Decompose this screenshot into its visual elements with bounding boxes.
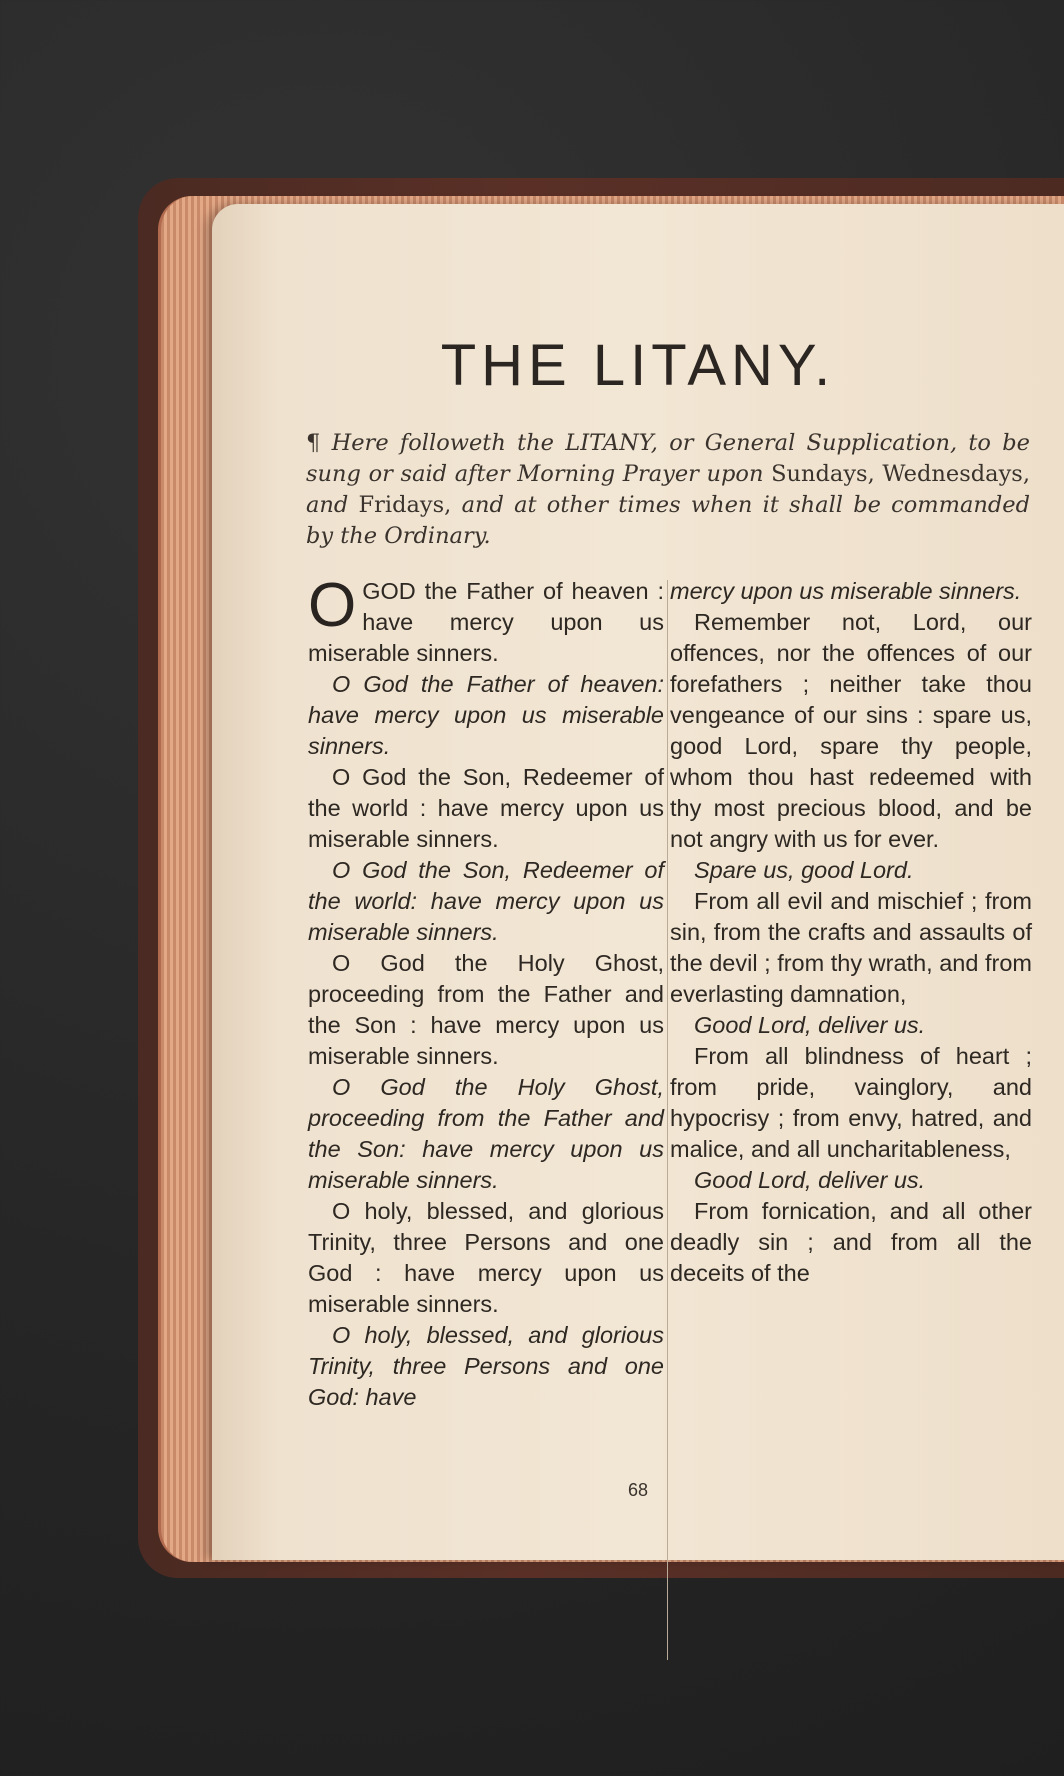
rubric-text-2: and bbox=[306, 492, 359, 518]
rubric-text-1: Here followeth the LITANY, or General Supplication, to be sung or said after Morning Prayer upon bbox=[306, 430, 1030, 487]
petition-father: OGOD the Father of heaven : have mercy upon us miserable sinners. bbox=[308, 571, 664, 666]
petition-trinity: O holy, blessed, and glorious Trinity, three Persons and one God : have mercy upon us miserable sinners. bbox=[308, 1198, 664, 1317]
book-page bbox=[212, 204, 1064, 1560]
response-spare-us: Spare us, good Lord. bbox=[694, 857, 914, 883]
petition-blindness: From all blindness of heart ; from pride, vainglory, and hypocrisy ; from envy, hatred, and malice, and all uncharitableness, bbox=[670, 1043, 1032, 1162]
response-father: O God the Father of heaven: have mercy upon us miserable sinners. bbox=[308, 671, 664, 759]
page-number: 68 bbox=[627, 1480, 649, 1500]
left-column bbox=[308, 571, 664, 1413]
response-trinity-cont: mercy upon us miserable sinners. bbox=[670, 578, 1022, 604]
drop-cap: O bbox=[308, 571, 357, 640]
petition-fornication: From fornication, and all other deadly sin ; and from all the deceits of the bbox=[670, 1198, 1032, 1286]
response-son: O God the Son, Redeemer of the world: have mercy upon us miserable sinners. bbox=[308, 857, 664, 945]
right-column bbox=[670, 576, 1032, 1289]
petition-son: O God the Son, Redeemer of the world : have mercy upon us miserable sinners. bbox=[308, 764, 664, 852]
rubric-plain-2: Fridays, bbox=[358, 492, 462, 518]
rubric-plain-1: Sundays, Wednesdays, bbox=[771, 461, 1030, 487]
petition-from-evil: From all evil and mischief ; from sin, from the crafts and assaults of the devil ; from thy wrath, and from everlasting damnation, bbox=[670, 888, 1032, 1007]
rubric bbox=[306, 428, 1030, 552]
response-holy-ghost: O God the Holy Ghost, proceeding from the Father and the Son: have mercy upon us miserable sinners. bbox=[308, 1074, 664, 1193]
petition-holy-ghost: O God the Holy Ghost, proceeding from the Father and the Son : have mercy upon us miserable sinners. bbox=[308, 950, 664, 1069]
response-trinity: O holy, blessed, and glorious Trinity, three Persons and one God: have bbox=[308, 1322, 664, 1410]
pilcrow: ¶ bbox=[306, 430, 321, 456]
petition-remember-not: Remember not, Lord, our offences, nor the offences of our forefathers ; neither take thou vengeance of our sins : spare us, good Lord, spare thy people, whom thou hast redeemed with thy most precious blood, and be not angry with us for ever. bbox=[670, 609, 1032, 852]
page-title: THE LITANY. bbox=[440, 333, 836, 398]
response-deliver-1: Good Lord, deliver us. bbox=[694, 1012, 926, 1038]
response-deliver-2: Good Lord, deliver us. bbox=[694, 1167, 926, 1193]
rubric-text-3: and at other times when it shall be commanded by the Ordinary. bbox=[306, 492, 1030, 549]
